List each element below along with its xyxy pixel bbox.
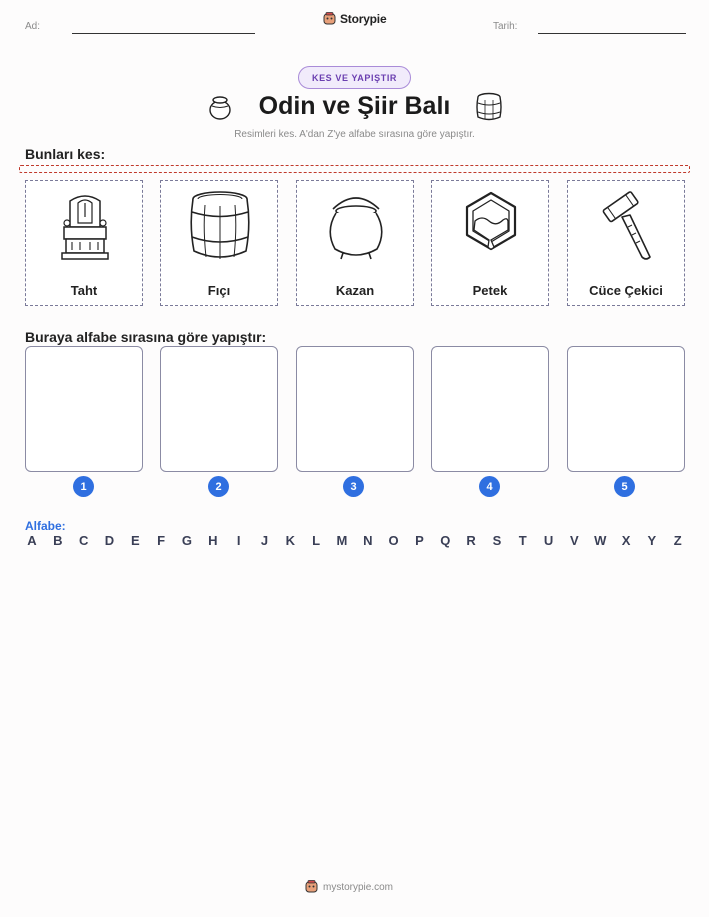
barrel-icon <box>185 187 255 267</box>
hammer-icon <box>592 187 662 267</box>
alphabet-letter: A <box>27 533 37 548</box>
barrel-title-icon <box>475 92 503 122</box>
alphabet-row <box>25 533 685 548</box>
alphabet-letter: F <box>157 533 166 548</box>
alphabet-letter: Q <box>440 533 451 548</box>
card-label: Kazan <box>335 283 375 298</box>
card-label: Cüce Çekici <box>589 283 663 298</box>
cut-card-honeycomb[interactable] <box>431 180 549 306</box>
footer <box>305 880 393 894</box>
alphabet-letter: R <box>466 533 476 548</box>
brand-logo <box>323 12 386 26</box>
alphabet-letter: X <box>621 533 631 548</box>
alphabet-letter: P <box>415 533 424 548</box>
alphabet-letter: Z <box>673 533 682 548</box>
alphabet-letter: L <box>312 533 321 548</box>
page-title: Odin ve Şiir Balı <box>258 92 451 120</box>
alphabet-letter: J <box>260 533 269 548</box>
alphabet-letter: V <box>570 533 579 548</box>
alphabet-letter: B <box>53 533 63 548</box>
alphabet-letter: T <box>518 533 527 548</box>
cut-card-barrel[interactable] <box>160 180 278 306</box>
card-label: Petek <box>472 283 508 298</box>
date-label: Tarih: <box>493 21 518 32</box>
cut-card-cauldron[interactable] <box>296 180 414 306</box>
honeycomb-icon <box>456 187 526 267</box>
cut-heading: Bunları kes: <box>25 146 106 162</box>
number-badge: 3 <box>343 476 364 497</box>
paste-box-4[interactable] <box>431 346 549 472</box>
card-label: Fıçı <box>207 283 231 298</box>
name-line[interactable] <box>72 33 255 34</box>
name-label: Ad: <box>25 21 41 32</box>
alphabet-letter: H <box>208 533 218 548</box>
number-badge: 1 <box>73 476 94 497</box>
instructions: Resimleri kes. A'dan Z'ye alfabe sırasına göre yapıştır. <box>234 129 475 140</box>
alphabet-letter: K <box>285 533 295 548</box>
alphabet-letter: I <box>236 533 241 548</box>
paste-box-5[interactable] <box>567 346 685 472</box>
paste-box-1[interactable] <box>25 346 143 472</box>
alphabet-letter: M <box>336 533 348 548</box>
cut-card-hammer[interactable] <box>567 180 685 306</box>
cut-line <box>19 165 690 173</box>
alphabet-letter: O <box>388 533 399 548</box>
alphabet-label: Alfabe: <box>25 519 66 533</box>
alphabet-letter: W <box>594 533 607 548</box>
number-badge: 5 <box>614 476 635 497</box>
cauldron-icon <box>321 187 391 267</box>
throne-icon <box>50 187 120 267</box>
mascot-icon <box>323 12 336 26</box>
alphabet-letter: C <box>78 533 89 548</box>
card-label: Taht <box>70 283 98 298</box>
alphabet-letter: D <box>104 533 115 548</box>
paste-box-2[interactable] <box>160 346 278 472</box>
date-line[interactable] <box>538 33 686 34</box>
alphabet-letter: U <box>543 533 554 548</box>
paste-heading: Buraya alfabe sırasına göre yapıştır: <box>25 329 267 345</box>
alphabet-letter: S <box>492 533 502 548</box>
cut-card-throne[interactable] <box>25 180 143 306</box>
brand-name: Storypie <box>340 12 387 26</box>
number-badge: 2 <box>208 476 229 497</box>
mascot-icon <box>305 880 318 894</box>
number-badge: 4 <box>479 476 500 497</box>
alphabet-letter: Y <box>647 533 657 548</box>
alphabet-letter: E <box>130 533 140 548</box>
paste-box-3[interactable] <box>296 346 414 472</box>
alphabet-letter: G <box>181 533 193 548</box>
alphabet-letter: N <box>363 533 373 548</box>
footer-url[interactable]: mystorypie.com <box>323 881 394 893</box>
activity-badge: KES VE YAPIŞTIR <box>298 66 411 89</box>
